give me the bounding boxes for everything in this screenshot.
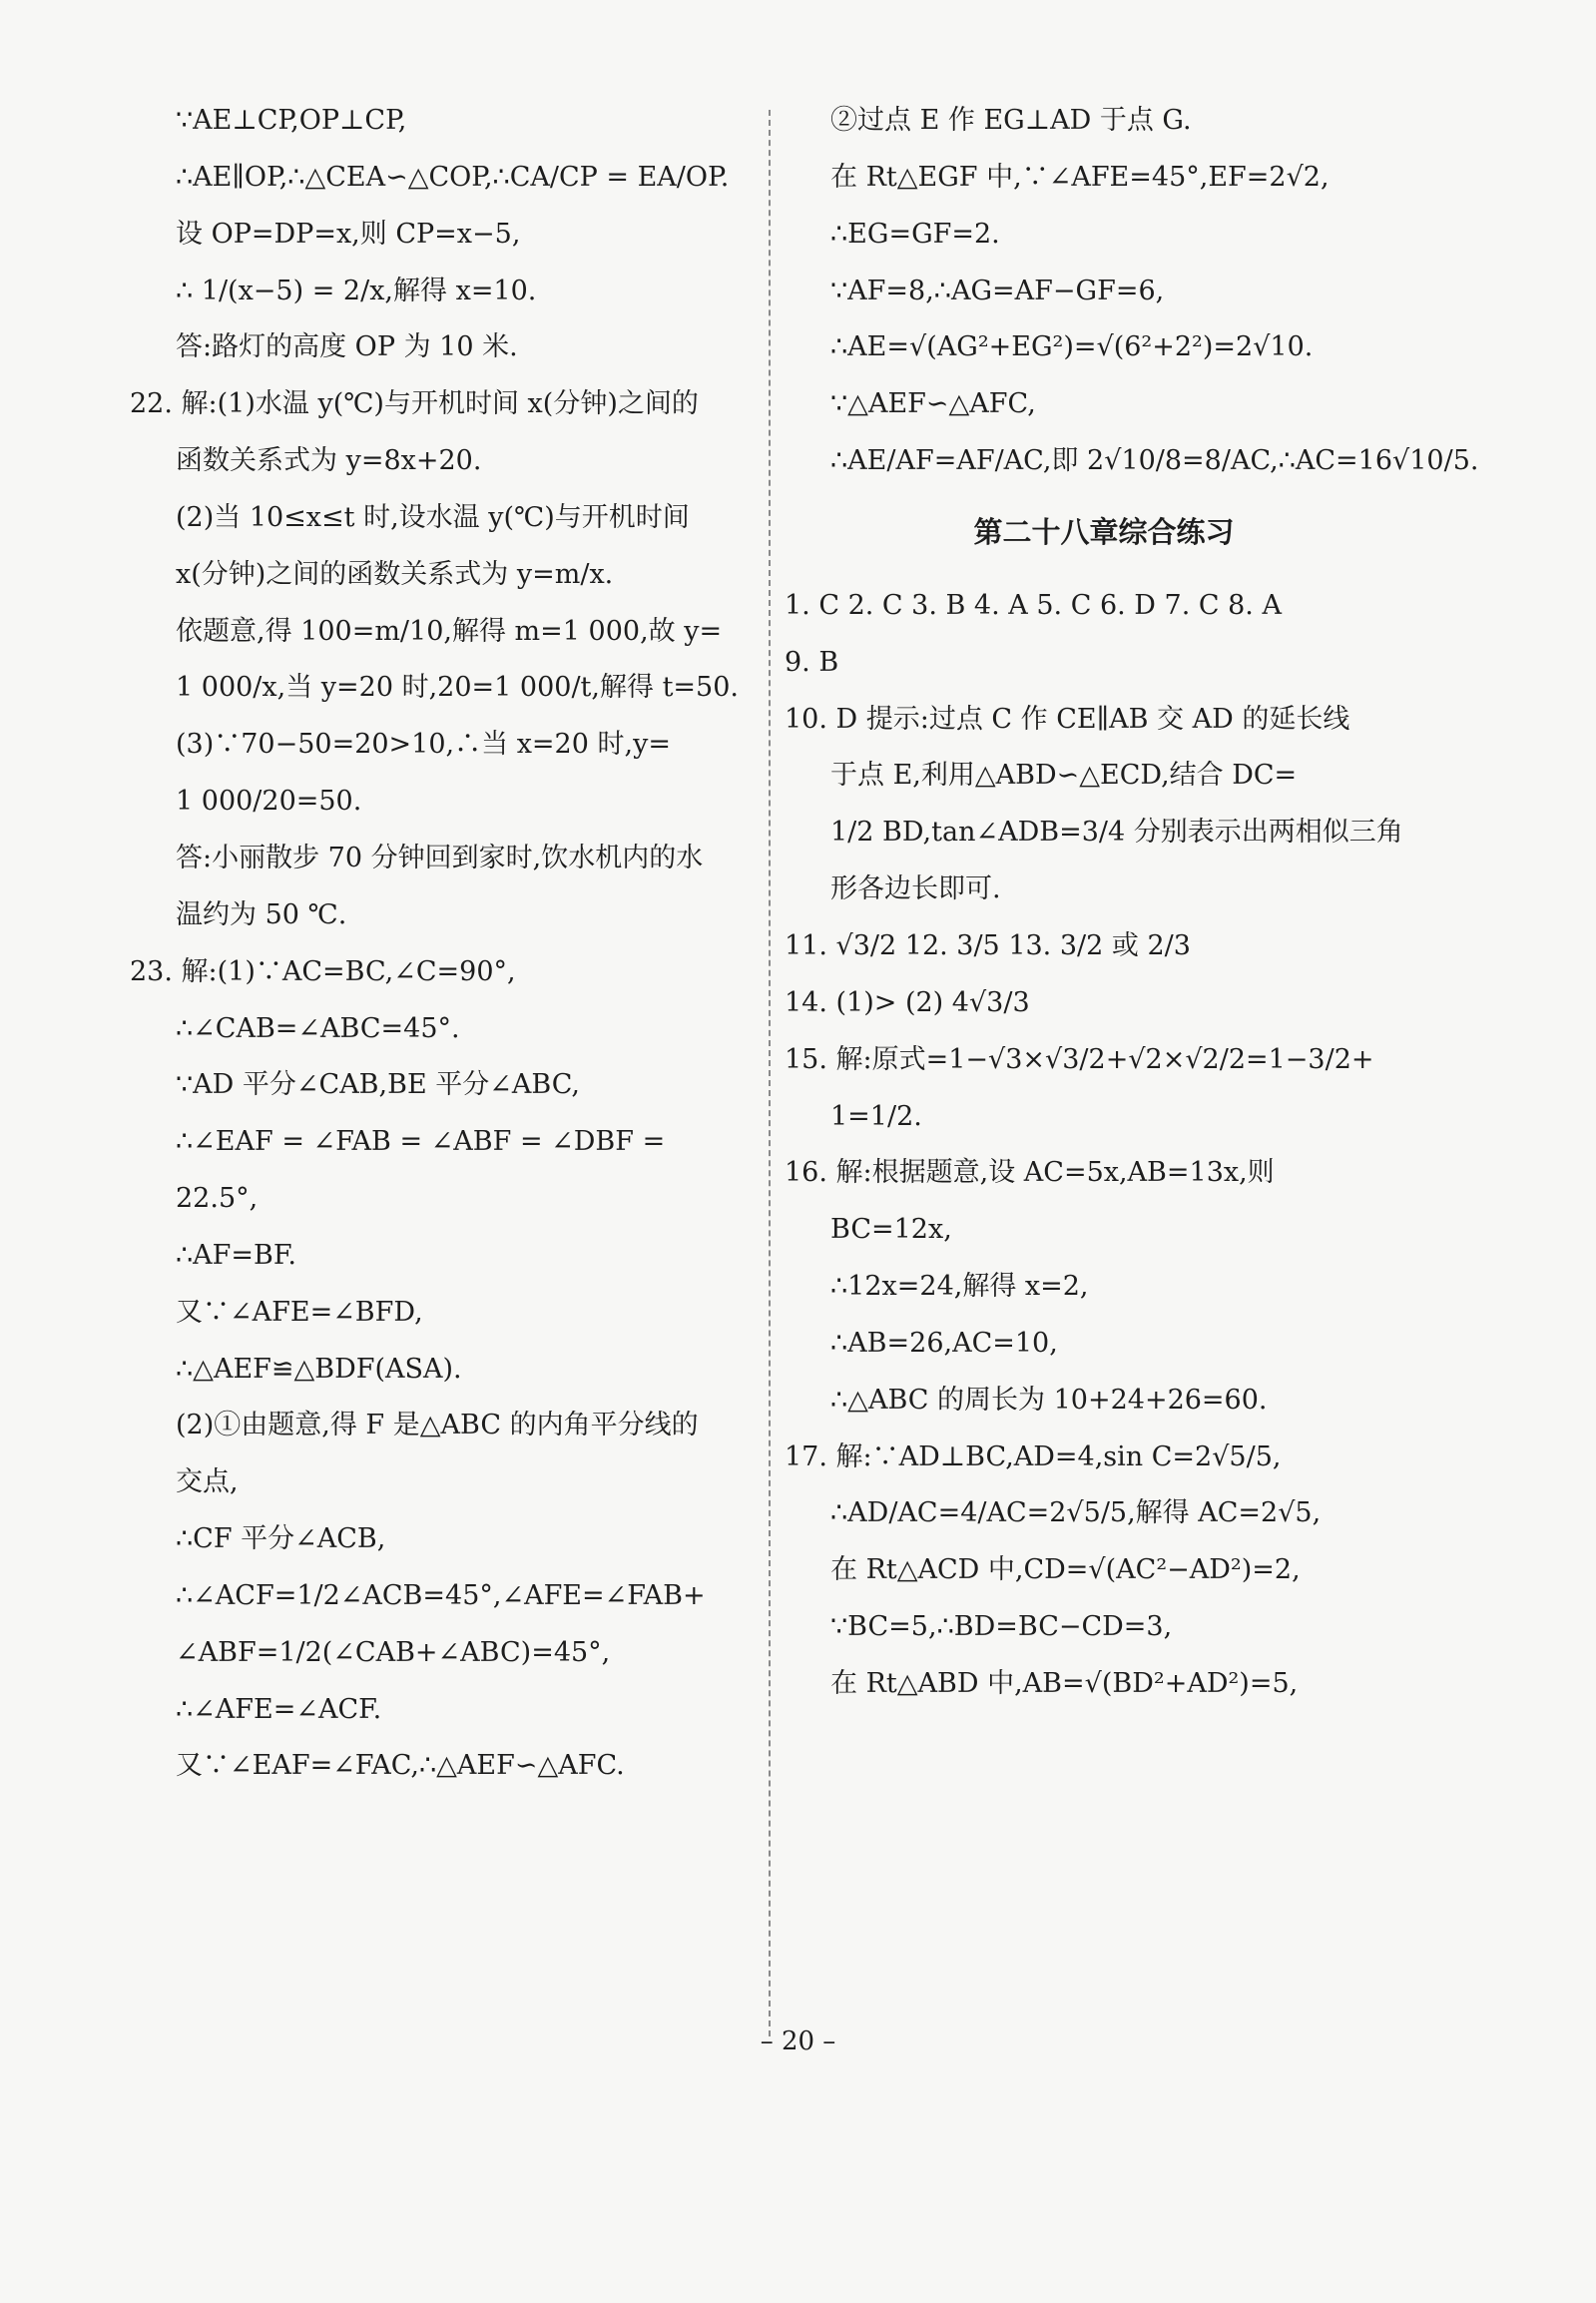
text-line: (3)∵70−50=20>10,∴当 x=20 时,y= [176,729,671,761]
problem-23-start: 23. 解:(1)∵AC=BC,∠C=90°, [130,955,516,987]
text-line: 在 Rt△EGF 中,∵∠AFE=45°,EF=2√2, [830,161,1330,193]
text-line: ∴△AEF≌△BDF(ASA). [176,1353,462,1385]
text-line: 函数关系式为 y=8x+20. [176,445,482,477]
text-line: ②过点 E 作 EG⊥AD 于点 G. [830,105,1192,136]
text-line: ∴AD/AC=4/AC=2√5/5,解得 AC=2√5, [830,1497,1322,1529]
text-line: ∴AB=26,AC=10, [830,1327,1058,1359]
column-divider [769,110,771,2036]
text-line: 又∵∠EAF=∠FAC,∴△AEF∽△AFC. [176,1750,625,1782]
text-line: ∴∠AFE=∠ACF. [176,1693,382,1725]
text-line: 在 Rt△ABD 中,AB=√(BD²+AD²)=5, [830,1667,1299,1699]
chapter-heading: 第二十八章综合练习 [973,514,1235,549]
text-line: ∵△AEF∽△AFC, [830,388,1036,420]
text-line: 温约为 50 ℃. [176,898,347,930]
text-line: 1/2 BD,tan∠ADB=3/4 分别表示出两相似三角 [830,817,1403,849]
text-line: 又∵∠AFE=∠BFD, [176,1296,423,1328]
text-line: ∵AE⊥CP,OP⊥CP, [176,105,407,136]
text-line: ∴AE∥OP,∴△CEA∽△COP,∴CA/CP = EA/OP. [176,161,730,193]
text-line: 于点 E,利用△ABD∽△ECD,结合 DC= [830,760,1298,792]
answer-9: 9. B [785,646,839,678]
answer-14: 14. (1)> (2) 4√3/3 [785,986,1030,1018]
text-line: ∠ABF=1/2(∠CAB+∠ABC)=45°, [176,1636,611,1668]
text-line: ∴AE/AF=AF/AC,即 2√10/8=8/AC,∴AC=16√10/5. [830,445,1479,477]
problem-22-start: 22. 解:(1)水温 y(℃)与开机时间 x(分钟)之间的 [130,388,699,420]
text-line: 答:小丽散步 70 分钟回到家时,饮水机内的水 [176,842,704,873]
text-line: BC=12x, [830,1214,952,1246]
text-line: ∵AF=8,∴AG=AF−GF=6, [830,275,1165,306]
answers-1-8: 1. C 2. C 3. B 4. A 5. C 6. D 7. C 8. A [785,589,1282,621]
text-line: 在 Rt△ACD 中,CD=√(AC²−AD²)=2, [830,1554,1301,1586]
text-line: (2)当 10≤x≤t 时,设水温 y(℃)与开机时间 [176,501,690,533]
page-number: – 20 – [760,2026,836,2056]
text-line: ∴CF 平分∠ACB, [176,1523,386,1555]
answers-11-13: 11. √3/2 12. 3/5 13. 3/2 或 2/3 [785,929,1191,961]
text-line: ∴∠CAB=∠ABC=45°. [176,1012,460,1044]
text-line: ∴AF=BF. [176,1239,296,1271]
text-line: 依题意,得 100=m/10,解得 m=1 000,故 y= [176,615,723,647]
left-column [130,100,759,1802]
problem-15-start: 15. 解:原式=1−√3×√3/2+√2×√2/2=1−3/2+ [785,1043,1374,1075]
text-line: (2)①由题意,得 F 是△ABC 的内角平分线的 [176,1410,699,1441]
text-line: ∴12x=24,解得 x=2, [830,1271,1089,1303]
text-line: x(分钟)之间的函数关系式为 y=m/x. [176,558,614,590]
text-line: 1 000/20=50. [176,786,362,818]
text-line: ∴AE=√(AG²+EG²)=√(6²+2²)=2√10. [830,331,1314,363]
text-line: 形各边长即可. [830,873,1001,905]
right-column [785,100,1479,1720]
text-line: ∴∠EAF = ∠FAB = ∠ABF = ∠DBF = [176,1126,666,1158]
problem-16-start: 16. 解:根据题意,设 AC=5x,AB=13x,则 [785,1157,1275,1189]
text-line: 答:路灯的高度 OP 为 10 米. [176,331,518,363]
text-line: ∴EG=GF=2. [830,218,1000,250]
text-line: 交点, [176,1466,239,1498]
text-line: 设 OP=DP=x,则 CP=x−5, [176,218,521,250]
problem-17-start: 17. 解:∵AD⊥BC,AD=4,sin C=2√5/5, [785,1440,1282,1472]
text-line: 22.5°, [176,1183,259,1215]
text-line: ∴∠ACF=1/2∠ACB=45°,∠AFE=∠FAB+ [176,1579,706,1611]
text-line: 1 000/x,当 y=20 时,20=1 000/t,解得 t=50. [176,672,739,704]
text-line: ∴ 1/(x−5) = 2/x,解得 x=10. [176,275,537,306]
text-line: 1=1/2. [830,1100,922,1132]
text-line: ∵AD 平分∠CAB,BE 平分∠ABC, [176,1069,580,1101]
text-line: ∴△ABC 的周长为 10+24+26=60. [830,1384,1268,1416]
text-line: ∵BC=5,∴BD=BC−CD=3, [830,1611,1173,1643]
problem-10-start: 10. D 提示:过点 C 作 CE∥AB 交 AD 的延长线 [785,703,1350,735]
